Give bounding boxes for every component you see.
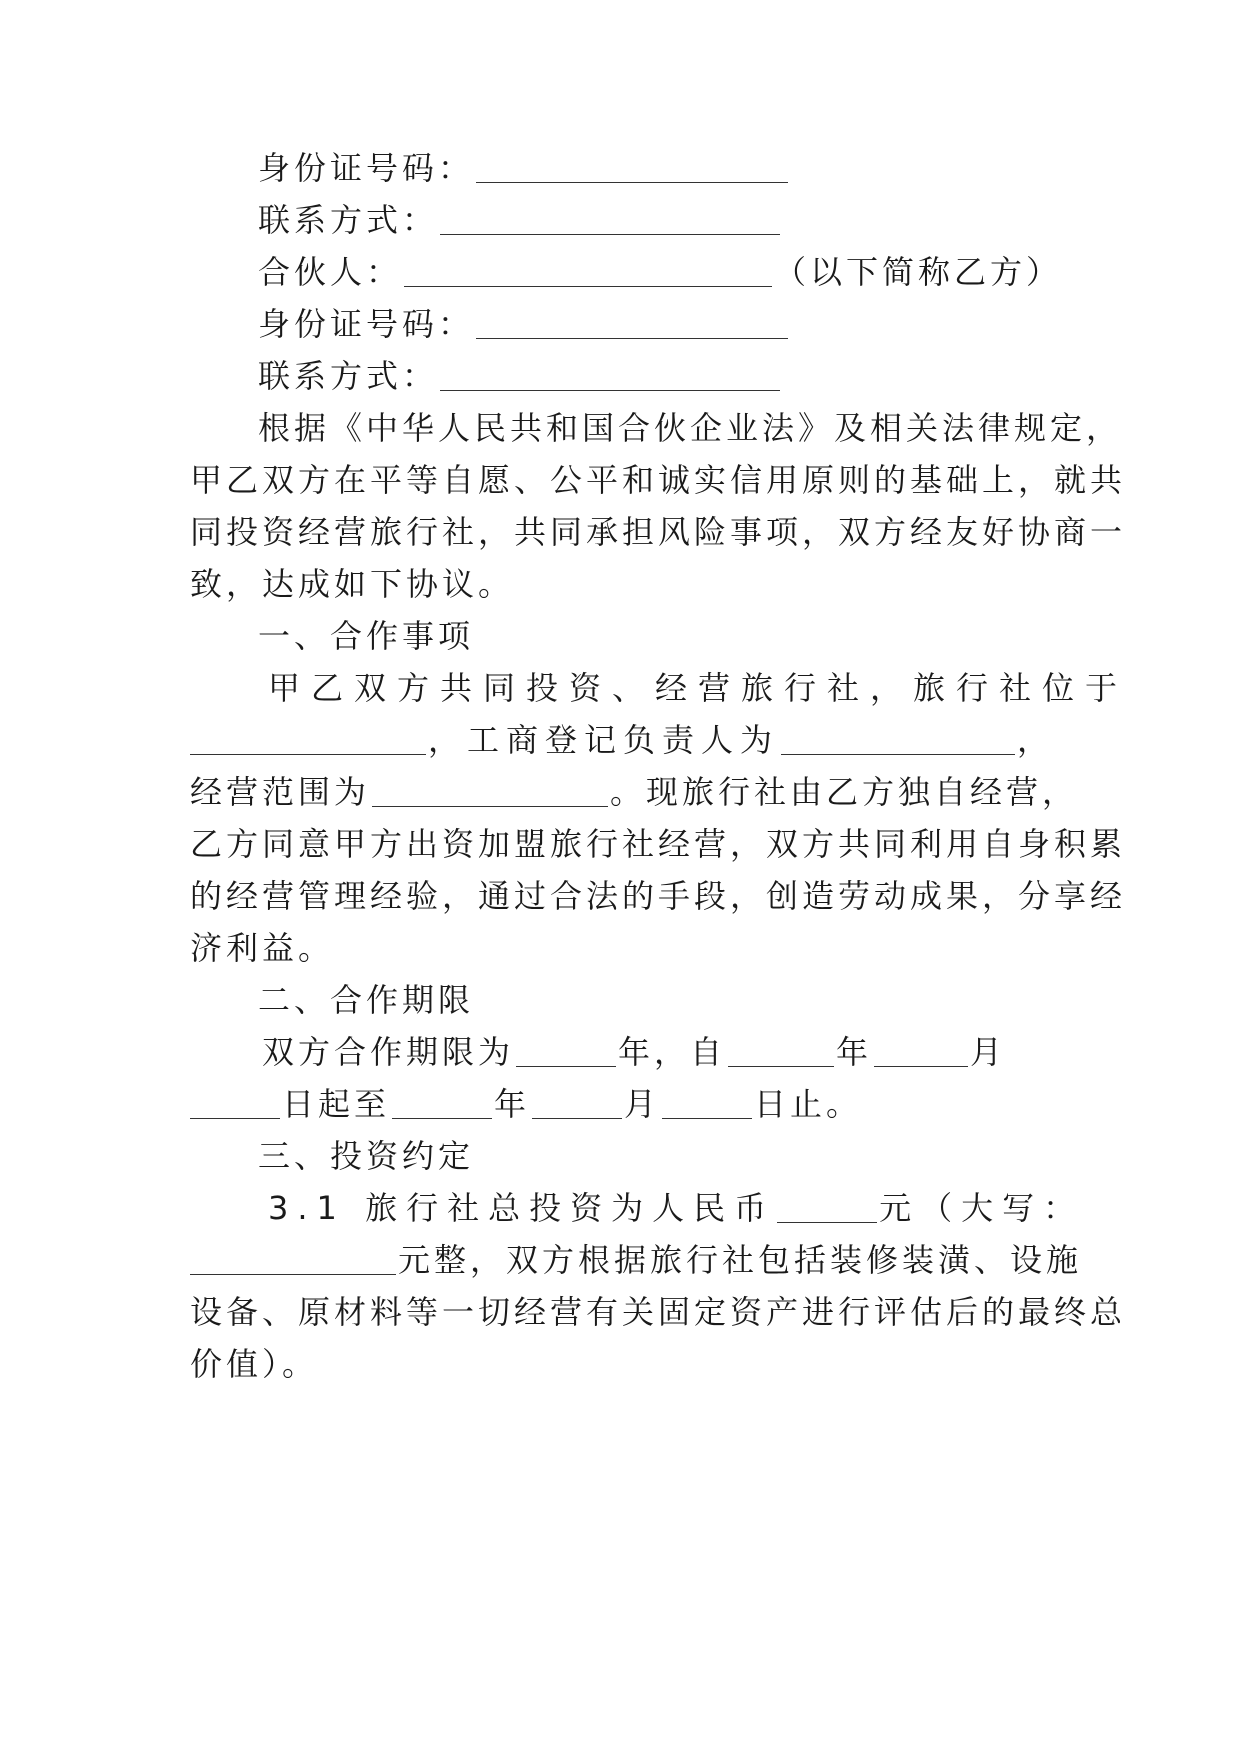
section3-line: 价值）。 bbox=[190, 1345, 319, 1383]
registrant-blank[interactable] bbox=[781, 724, 1015, 755]
section-heading: 二、合作期限 bbox=[258, 981, 475, 1019]
section3-capital-row bbox=[190, 1240, 1083, 1280]
location-blank[interactable] bbox=[190, 724, 426, 755]
partner-suffix: （以下简称乙方） bbox=[774, 253, 1063, 291]
contact-label: 联系方式： bbox=[258, 357, 439, 395]
id-number-blank[interactable] bbox=[476, 308, 788, 339]
section3-line: 设备、原材料等一切经营有关固定资产进行评估后的最终总 bbox=[190, 1293, 1127, 1331]
amount-in-words-blank[interactable] bbox=[190, 1244, 396, 1275]
id-number-blank[interactable] bbox=[476, 152, 788, 183]
section2-date-row bbox=[190, 1084, 1070, 1124]
section2-term-row bbox=[262, 1032, 1142, 1072]
month-text: 月 bbox=[970, 1033, 1007, 1071]
registration-text: ，工商登记负责人为 bbox=[428, 721, 780, 759]
section1-line: 的经营管理经验，通过合法的手段，创造劳动成果，分享经 bbox=[190, 877, 1127, 915]
party-a-id-row bbox=[258, 148, 1138, 188]
section1-line: 甲乙双方共同投资、经营旅行社，旅行社位于 bbox=[268, 669, 1129, 707]
party-a-contact-row bbox=[258, 200, 1138, 240]
partner-label: 合伙人： bbox=[258, 253, 403, 291]
end-year-blank[interactable] bbox=[392, 1088, 492, 1119]
start-year-blank[interactable] bbox=[728, 1036, 834, 1067]
start-month-blank[interactable] bbox=[874, 1036, 968, 1067]
partner-name-blank[interactable] bbox=[404, 256, 772, 287]
preamble-line: 同投资经营旅行社，共同承担风险事项，双方经友好协商一 bbox=[190, 513, 1127, 551]
preamble-line: 致，达成如下协议。 bbox=[190, 565, 515, 603]
id-number-label: 身份证号码： bbox=[258, 305, 475, 343]
party-b-contact-row bbox=[258, 356, 1138, 396]
day-end-text: 日止。 bbox=[754, 1085, 863, 1123]
start-day-blank[interactable] bbox=[190, 1088, 280, 1119]
section1-line: 济利益。 bbox=[190, 929, 335, 967]
section3-investment-row bbox=[268, 1188, 1148, 1228]
party-b-id-row bbox=[258, 304, 1138, 344]
contact-blank[interactable] bbox=[440, 204, 780, 235]
scope-blank[interactable] bbox=[372, 776, 608, 807]
investment-label: 3.1 旅行社总投资为人民币 bbox=[268, 1189, 776, 1227]
month-text: 月 bbox=[624, 1085, 661, 1123]
section1-registration-row bbox=[190, 720, 1070, 760]
preamble-line: 根据《中华人民共和国合伙企业法》及相关法律规定， bbox=[258, 409, 1123, 447]
contact-label: 联系方式： bbox=[258, 201, 439, 239]
scope-label: 经营范围为 bbox=[190, 773, 371, 811]
capital-text: 元整，双方根据旅行社包括装修装潢、设施 bbox=[398, 1241, 1083, 1279]
section-heading: 一、合作事项 bbox=[258, 617, 475, 655]
investment-amount-blank[interactable] bbox=[777, 1192, 877, 1223]
section-heading: 三、投资约定 bbox=[258, 1137, 475, 1175]
section1-scope-row bbox=[190, 772, 1079, 812]
day-start-text: 日起至 bbox=[282, 1085, 391, 1123]
end-month-blank[interactable] bbox=[532, 1088, 622, 1119]
year-text: 年 bbox=[494, 1085, 531, 1123]
contact-blank[interactable] bbox=[440, 360, 780, 391]
id-number-label: 身份证号码： bbox=[258, 149, 475, 187]
preamble-line: 甲乙双方在平等自愿、公平和诚实信用原则的基础上，就共 bbox=[190, 461, 1127, 499]
term-label: 双方合作期限为 bbox=[262, 1033, 515, 1071]
punctuation: ， bbox=[1017, 721, 1054, 759]
end-day-blank[interactable] bbox=[662, 1088, 752, 1119]
year-text: 年 bbox=[836, 1033, 873, 1071]
section1-line: 乙方同意甲方出资加盟旅行社经营，双方共同利用自身积累 bbox=[190, 825, 1127, 863]
year-from-text: 年，自 bbox=[618, 1033, 727, 1071]
partner-row bbox=[258, 252, 1138, 292]
investment-text: 元（大写： bbox=[879, 1189, 1085, 1227]
years-blank[interactable] bbox=[516, 1036, 616, 1067]
scope-text: 。现旅行社由乙方独自经营， bbox=[610, 773, 1079, 811]
